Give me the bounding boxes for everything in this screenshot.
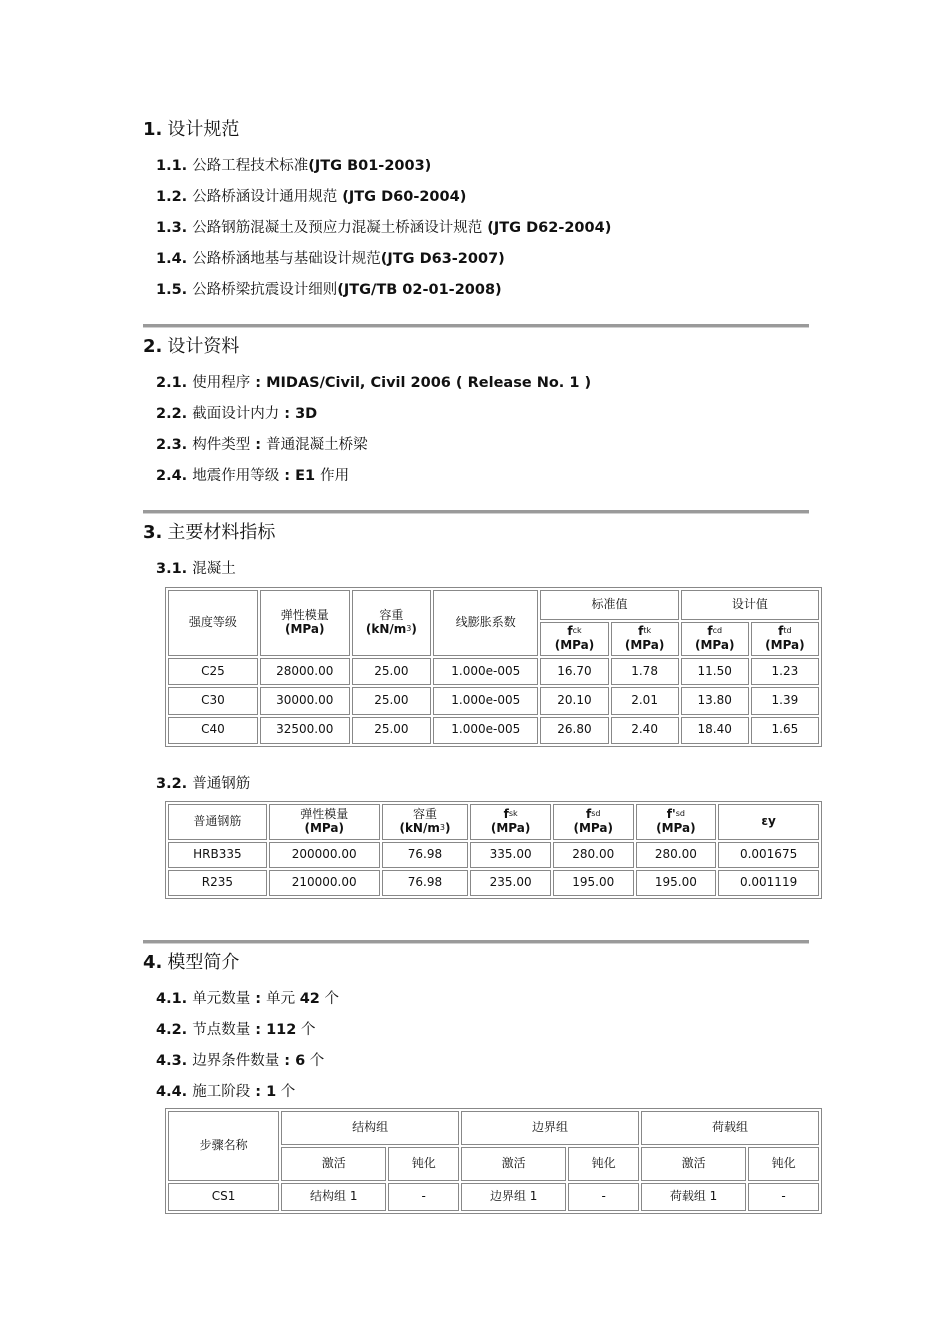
header-cell: 弹性模量 (MPa) xyxy=(260,590,350,656)
header-cell: 强度等级 xyxy=(168,590,258,656)
item-tail: 个 xyxy=(296,1022,316,1038)
design-data-item xyxy=(156,371,591,392)
item-tail: 个 xyxy=(276,1084,296,1100)
table-cell: C25 xyxy=(168,658,258,685)
spec-item xyxy=(156,216,611,237)
item-text: 公路桥涵地基与基础设计规范 xyxy=(192,251,381,267)
table-cell: - xyxy=(748,1183,819,1211)
item-value: : 112 xyxy=(250,1022,297,1038)
table-cell: 28000.00 xyxy=(260,658,350,685)
model-item xyxy=(156,987,339,1008)
section-number: 3. xyxy=(143,522,163,543)
item-number: 3.1. xyxy=(156,561,188,577)
item-text: 混凝土 xyxy=(192,561,236,577)
item-text: 公路桥涵设计通用规范 xyxy=(192,189,338,205)
item-number: 4.3. xyxy=(156,1053,188,1069)
table-row xyxy=(168,1183,819,1211)
table-cell: 1.65 xyxy=(751,717,819,744)
table-cell: 0.001675 xyxy=(718,842,819,868)
item-value: : 3D xyxy=(279,406,318,422)
header-cell: 荷载组 xyxy=(641,1111,819,1145)
table-cell: 1.23 xyxy=(751,658,819,685)
header-cell: 容重 (kN/m3) xyxy=(382,804,469,840)
header-cell: 钝化 xyxy=(748,1147,819,1181)
table-row xyxy=(168,658,819,685)
table-cell: 280.00 xyxy=(636,842,717,868)
item-number: 1.2. xyxy=(156,189,188,205)
model-item xyxy=(156,1049,324,1070)
item-number: 3.2. xyxy=(156,776,188,792)
header-cell: 设计值 xyxy=(681,590,819,620)
spec-item xyxy=(156,154,431,175)
model-item xyxy=(156,1018,315,1039)
item-number: 2.1. xyxy=(156,375,188,391)
table-cell: 1.78 xyxy=(611,658,679,685)
table-cell: 2.01 xyxy=(611,687,679,714)
table-cell: 235.00 xyxy=(470,870,551,896)
table-cell: CS1 xyxy=(168,1183,279,1211)
table-cell: 1.000e-005 xyxy=(433,658,538,685)
table-cell: 1.000e-005 xyxy=(433,687,538,714)
section-divider xyxy=(143,940,809,944)
table-cell: 结构组 1 xyxy=(281,1183,386,1211)
item-value: : MIDAS/Civil, Civil 2006 ( Release No. 1 ) xyxy=(250,375,592,391)
item-value: : E1 xyxy=(279,468,321,484)
section-divider xyxy=(143,510,809,514)
header-cell: fcd (MPa) xyxy=(681,622,749,656)
item-number: 1.3. xyxy=(156,220,188,236)
rebar-table xyxy=(165,801,822,899)
header-cell: ftk (MPa) xyxy=(611,622,679,656)
table-cell: 荷载组 1 xyxy=(641,1183,746,1211)
item-tail: 作用 xyxy=(320,468,350,484)
table-cell: 25.00 xyxy=(352,658,431,685)
table-cell: C30 xyxy=(168,687,258,714)
table-cell: 边界组 1 xyxy=(461,1183,566,1211)
spec-item xyxy=(156,247,505,268)
item-text: 节点数量 xyxy=(192,1022,251,1038)
item-value: : 1 xyxy=(250,1084,277,1100)
item-text: 单元数量 xyxy=(192,991,251,1007)
item-mid: 单元 xyxy=(266,991,300,1007)
table-cell: 32500.00 xyxy=(260,717,350,744)
item-number: 1.4. xyxy=(156,251,188,267)
item-text: 公路工程技术标准 xyxy=(192,158,309,174)
table-cell: 11.50 xyxy=(681,658,749,685)
item-number: 4.4. xyxy=(156,1084,188,1100)
item-value: : 6 xyxy=(279,1053,306,1069)
table-cell: R235 xyxy=(168,870,267,896)
item-number: 1.5. xyxy=(156,282,188,298)
table-cell: - xyxy=(388,1183,459,1211)
item-number: 2.4. xyxy=(156,468,188,484)
header-cell: fck (MPa) xyxy=(540,622,608,656)
section-number: 4. xyxy=(143,952,163,973)
table-cell: 335.00 xyxy=(470,842,551,868)
item-text: 边界条件数量 xyxy=(192,1053,280,1069)
spec-item xyxy=(156,185,466,206)
header-cell: 激活 xyxy=(461,1147,566,1181)
item-number: 4.1. xyxy=(156,991,188,1007)
table-cell: 280.00 xyxy=(553,842,634,868)
model-item xyxy=(156,1080,295,1101)
spec-item xyxy=(156,278,502,299)
item-value: : xyxy=(250,437,267,453)
table-cell: 13.80 xyxy=(681,687,749,714)
header-cell: εy xyxy=(718,804,819,840)
item-text: 地震作用等级 xyxy=(192,468,280,484)
table-row xyxy=(168,842,819,868)
section-number: 2. xyxy=(143,336,163,357)
item-text: 截面设计内力 xyxy=(192,406,280,422)
design-data-item xyxy=(156,433,368,454)
item-tail: 个 xyxy=(305,1053,325,1069)
table-cell: 18.40 xyxy=(681,717,749,744)
table-cell: 30000.00 xyxy=(260,687,350,714)
table-cell: 200000.00 xyxy=(269,842,380,868)
item-tail: 普通混凝土桥梁 xyxy=(266,437,368,453)
item-text: 公路桥梁抗震设计细则 xyxy=(192,282,338,298)
table-row xyxy=(168,870,819,896)
table-cell: 210000.00 xyxy=(269,870,380,896)
table-cell: HRB335 xyxy=(168,842,267,868)
table-cell: - xyxy=(568,1183,639,1211)
item-text: 施工阶段 xyxy=(192,1084,251,1100)
item-text: 公路钢筋混凝土及预应力混凝土桥涵设计规范 xyxy=(192,220,483,236)
header-cell: 步骤名称 xyxy=(168,1111,279,1181)
section-4-heading xyxy=(143,948,239,974)
table-row xyxy=(168,687,819,714)
item-code: (JTG/TB 02-01-2008) xyxy=(337,282,502,298)
header-cell: fsk (MPa) xyxy=(470,804,551,840)
item-number: 4.2. xyxy=(156,1022,188,1038)
section-title: 模型简介 xyxy=(167,952,240,973)
subsection-heading xyxy=(156,772,250,793)
item-value: : xyxy=(250,991,267,1007)
table-cell: 25.00 xyxy=(352,687,431,714)
item-count: 42 xyxy=(299,991,320,1007)
table-cell: 26.80 xyxy=(540,717,608,744)
design-data-item xyxy=(156,402,317,423)
header-cell: f'sd (MPa) xyxy=(636,804,717,840)
table-cell: 20.10 xyxy=(540,687,608,714)
header-cell: 容重 (kN/m3) xyxy=(352,590,431,656)
header-cell: 激活 xyxy=(281,1147,386,1181)
table-cell: 195.00 xyxy=(636,870,717,896)
header-cell: 激活 xyxy=(641,1147,746,1181)
table-cell: 76.98 xyxy=(382,870,469,896)
header-cell: 弹性模量 (MPa) xyxy=(269,804,380,840)
item-text: 构件类型 xyxy=(192,437,251,453)
item-code: (JTG B01-2003) xyxy=(308,158,432,174)
section-1-heading xyxy=(143,115,239,141)
table-cell: 1.39 xyxy=(751,687,819,714)
header-cell: 标准值 xyxy=(540,590,678,620)
section-title: 主要材料指标 xyxy=(167,522,276,543)
subsection-heading xyxy=(156,557,236,578)
table-row xyxy=(168,717,819,744)
header-cell: 普通钢筋 xyxy=(168,804,267,840)
item-code: (JTG D63-2007) xyxy=(380,251,505,267)
header-cell: fsd (MPa) xyxy=(553,804,634,840)
design-data-item xyxy=(156,464,349,485)
table-cell: 2.40 xyxy=(611,717,679,744)
section-title: 设计规范 xyxy=(167,119,240,140)
header-cell: ftd (MPa) xyxy=(751,622,819,656)
header-cell: 边界组 xyxy=(461,1111,639,1145)
item-code: (JTG D60-2004) xyxy=(337,189,467,205)
table-cell: 0.001119 xyxy=(718,870,819,896)
header-cell: 钝化 xyxy=(388,1147,459,1181)
table-cell: 195.00 xyxy=(553,870,634,896)
table-cell: 25.00 xyxy=(352,717,431,744)
item-text: 普通钢筋 xyxy=(192,776,251,792)
section-number: 1. xyxy=(143,119,163,140)
table-cell: 76.98 xyxy=(382,842,469,868)
header-cell: 钝化 xyxy=(568,1147,639,1181)
header-cell: 结构组 xyxy=(281,1111,459,1145)
construction-stage-table xyxy=(165,1108,822,1214)
section-2-heading xyxy=(143,332,239,358)
item-number: 1.1. xyxy=(156,158,188,174)
item-code: (JTG D62-2004) xyxy=(482,220,612,236)
table-cell: C40 xyxy=(168,717,258,744)
item-number: 2.3. xyxy=(156,437,188,453)
table-cell: 16.70 xyxy=(540,658,608,685)
table-cell: 1.000e-005 xyxy=(433,717,538,744)
section-3-heading xyxy=(143,518,275,544)
item-text: 使用程序 xyxy=(192,375,251,391)
item-number: 2.2. xyxy=(156,406,188,422)
header-cell: 线膨胀系数 xyxy=(433,590,538,656)
section-title: 设计资料 xyxy=(167,336,240,357)
item-tail: 个 xyxy=(319,991,340,1007)
section-divider xyxy=(143,324,809,328)
concrete-table xyxy=(165,587,822,747)
